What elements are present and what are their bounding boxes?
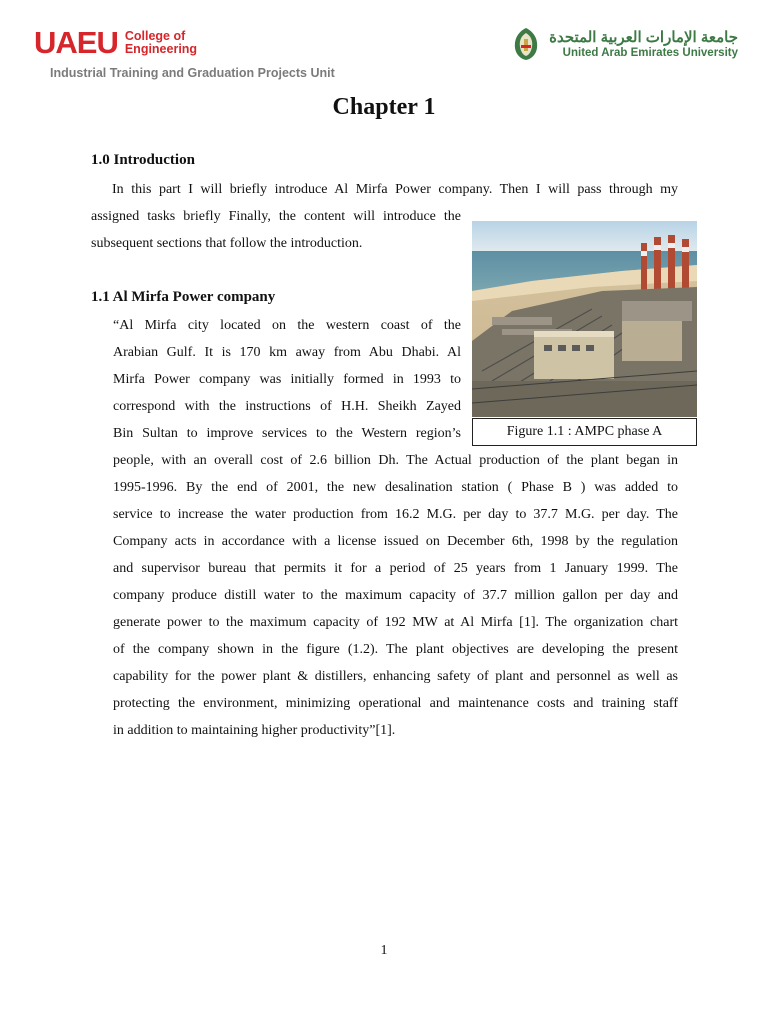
uaeu-logo-mark: UAEU — [34, 25, 118, 60]
company-line: protecting the environment, minimizing operational and maintenance costs and training staff — [113, 696, 678, 711]
intro-line: In this part I will briefly introduce Al Mirfa Power company. Then I will pass through my — [112, 182, 678, 197]
plant-photo-image — [472, 221, 697, 417]
intro-heading: 1.0 Introduction — [91, 152, 195, 168]
university-emblem-icon — [509, 26, 543, 62]
unit-name: Industrial Training and Graduation Projects Unit — [50, 66, 335, 80]
company-line: correspond with the instructions of H.H. Sheikh Zayed — [113, 399, 461, 414]
intro-line: assigned tasks briefly Finally, the content will introduce the — [91, 209, 461, 224]
company-line: generate power to the maximum capacity of 192 MW at Al Mirfa [1]. The organization chart — [113, 615, 678, 630]
company-line: Mirfa Power company was initially formed in 1993 to — [113, 372, 461, 387]
chapter-title: Chapter 1 — [332, 94, 436, 120]
company-line: Company acts in accordance with a license issued on December 6th, 1998 by the regulation — [113, 534, 678, 549]
college-name — [125, 30, 197, 56]
college-line-1: College of — [124, 29, 186, 43]
university-name-english: United Arab Emirates University — [562, 46, 738, 59]
university-name-arabic: جامعة الإمارات العربية المتحدة — [549, 28, 738, 46]
company-line: Bin Sultan to improve services to the Western region’s — [113, 426, 461, 441]
university-name — [549, 29, 738, 60]
intro-paragraph-rest — [91, 203, 461, 257]
company-paragraph-narrow — [113, 312, 461, 447]
company-paragraph-wide — [113, 447, 678, 744]
company-line: service to increase the water production from 16.2 M.G. per day to 37.7 M.G. per day. The — [113, 507, 678, 522]
intro-line: subsequent sections that follow the introduction. — [91, 236, 363, 251]
company-line: Arabian Gulf. It is 170 km away from Abu Dhabi. Al — [113, 345, 461, 360]
college-line-2: Engineering — [124, 42, 198, 56]
company-line: of the company shown in the figure (1.2). The plant objectives are developing the present — [113, 642, 678, 657]
company-line: and supervisor bureau that permits it for a period of 25 years from 1 January 1999. The — [113, 561, 678, 576]
company-line: capability for the power plant & distillers, enhancing safety of plant and personnel as well as — [113, 669, 678, 684]
university-logo — [509, 26, 738, 62]
plant-photo — [472, 221, 697, 417]
company-heading: 1.1 Al Mirfa Power company — [91, 289, 276, 305]
company-line: company produce distill water to the maximum capacity of 37.7 million gallon per day and — [113, 588, 678, 603]
company-line: “Al Mirfa city located on the western coast of the — [113, 318, 461, 333]
figure-caption: Figure 1.1 : AMPC phase A — [472, 418, 697, 446]
uaeu-college-logo — [34, 26, 197, 60]
company-line: people, with an overall cost of 2.6 billion Dh. The Actual production of the plant began in — [113, 453, 678, 468]
company-line: in addition to maintaining higher productivity”[1]. — [113, 723, 396, 738]
page-number: 1 — [380, 943, 388, 958]
company-line: 1995-1996. By the end of 2001, the new desalination station ( Phase B ) was added to — [113, 480, 678, 495]
intro-paragraph-line-1 — [112, 176, 678, 203]
